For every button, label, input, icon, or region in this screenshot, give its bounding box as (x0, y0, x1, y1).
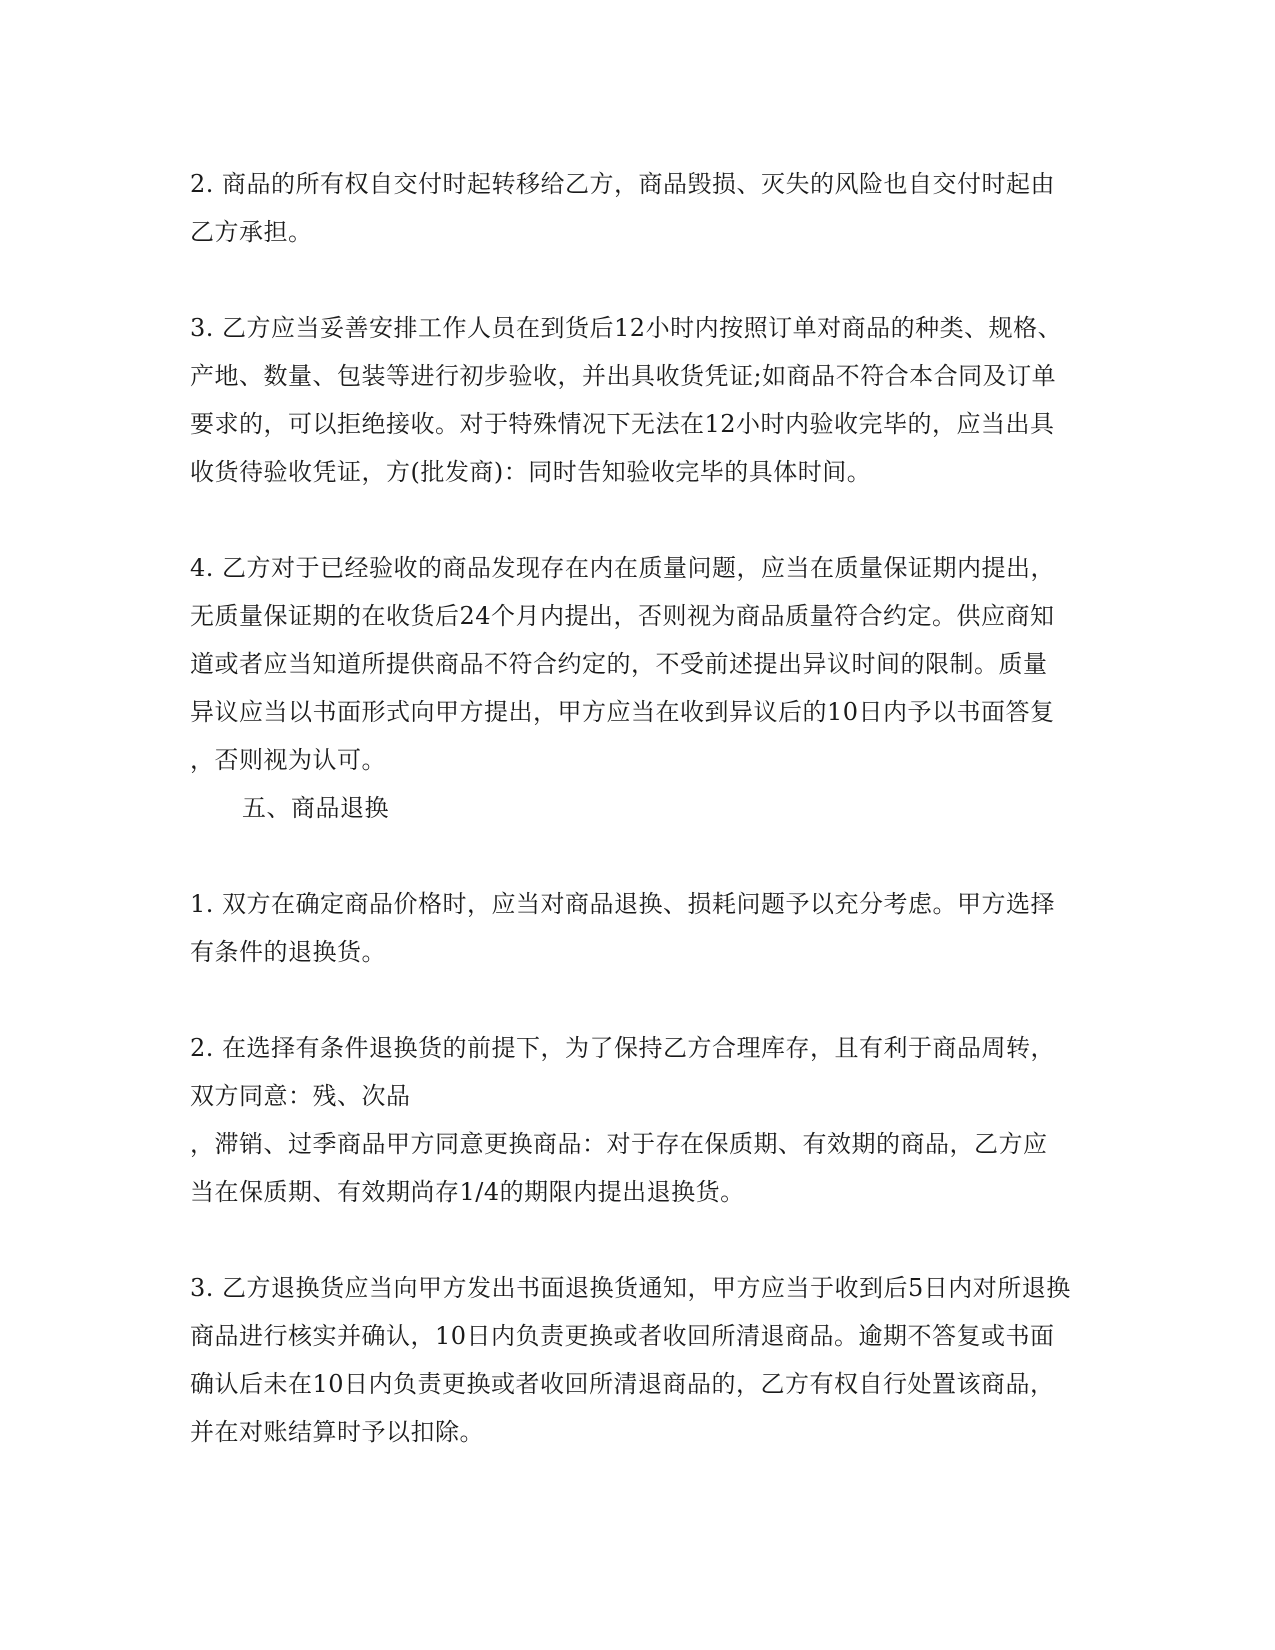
paragraph-line: 无质量保证期的在收货后24个月内提出，否则视为商品质量符合约定。供应商知 (190, 602, 1055, 630)
paragraph-line: ，滞销、过季商品甲方同意更换商品：对于存在保质期、有效期的商品，乙方应 (190, 1130, 1048, 1158)
paragraph-gap (190, 496, 1080, 544)
paragraph-gap (190, 256, 1080, 304)
paragraph-line: 确认后未在10日内负责更换或者收回所清退商品的，乙方有权自行处置该商品， (190, 1370, 1055, 1398)
paragraph-line: 当在保质期、有效期尚存1/4的期限内提出退换货。 (190, 1178, 745, 1206)
paragraph-line: 乙方承担。 (190, 218, 313, 246)
paragraph-line: 3. 乙方退换货应当向甲方发出书面退换货通知，甲方应当于收到后5日内对所退换 (190, 1274, 1071, 1302)
paragraph-line: 3. 乙方应当妥善安排工作人员在到货后12小时内按照订单对商品的种类、规格、 (190, 314, 1063, 342)
paragraph-line: 道或者应当知道所提供商品不符合约定的，不受前述提出异议时间的限制。质量 (190, 650, 1048, 678)
paragraph-line: 2. 在选择有条件退换货的前提下，为了保持乙方合理库存，且有利于商品周转， (190, 1034, 1056, 1062)
paragraph-gap (190, 832, 1080, 880)
paragraph-gap (190, 1216, 1080, 1264)
paragraph-line: 并在对账结算时予以扣除。 (190, 1418, 484, 1446)
paragraph-line: 1. 双方在确定商品价格时，应当对商品退换、损耗问题予以充分考虑。甲方选择 (190, 890, 1056, 918)
paragraph-line: 4. 乙方对于已经验收的商品发现存在内在质量问题，应当在质量保证期内提出， (190, 554, 1056, 582)
paragraph-line: 异议应当以书面形式向甲方提出，甲方应当在收到异议后的10日内予以书面答复 (190, 698, 1055, 726)
paragraph-line: 2. 商品的所有权自交付时起转移给乙方，商品毁损、灭失的风险也自交付时起由 (190, 170, 1056, 198)
paragraph-line: 有条件的退换货。 (190, 938, 386, 966)
paragraph-line: ，否则视为认可。 (190, 746, 386, 774)
document-body (190, 160, 1080, 1456)
paragraph-line: 要求的，可以拒绝接收。对于特殊情况下无法在12小时内验收完毕的，应当出具 (190, 410, 1055, 438)
paragraph-line: 双方同意：残、次品 (190, 1082, 411, 1110)
section-heading: 五、商品退换 (242, 794, 389, 822)
paragraph-line: 商品进行核实并确认，10日内负责更换或者收回所清退商品。逾期不答复或书面 (190, 1322, 1055, 1350)
paragraph-line: 收货待验收凭证，方(批发商)：同时告知验收完毕的具体时间。 (190, 458, 872, 486)
paragraph-gap (190, 976, 1080, 1024)
paragraph-line: 产地、数量、包装等进行初步验收，并出具收货凭证;如商品不符合本合同及订单 (190, 362, 1057, 390)
